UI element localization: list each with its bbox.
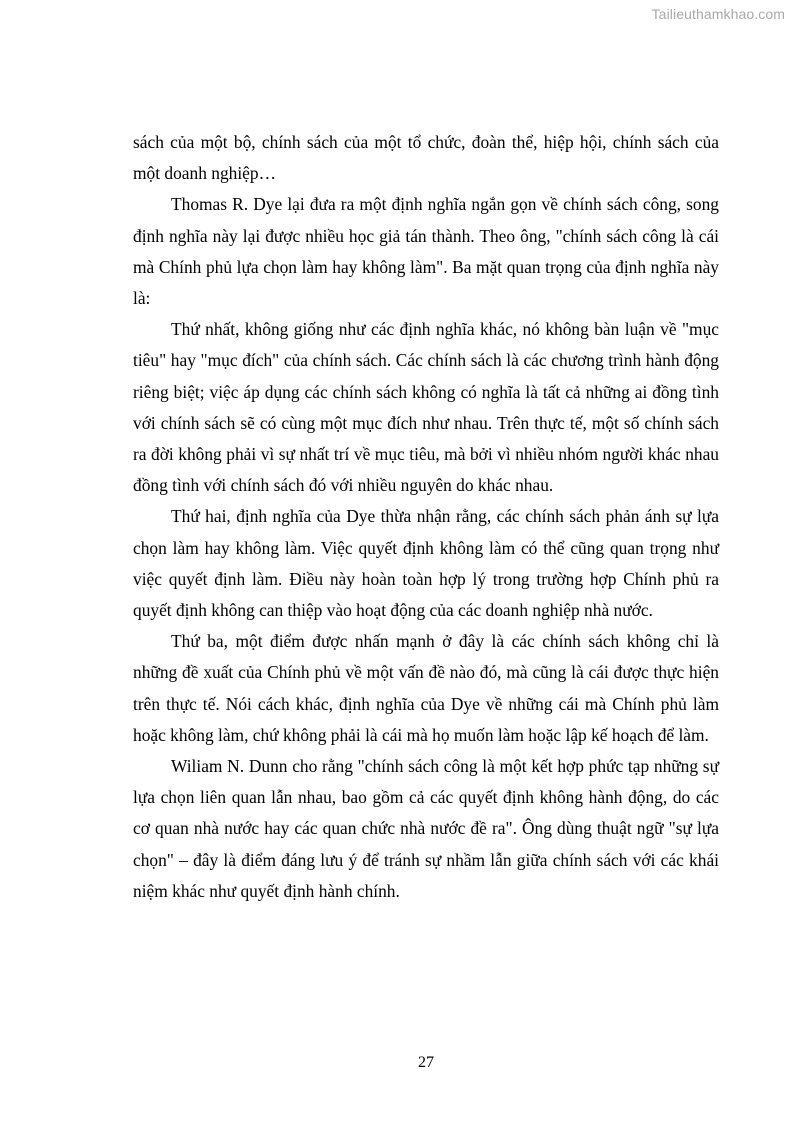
document-body <box>133 127 719 907</box>
paragraph-continuation: sách của một bộ, chính sách của một tổ chức, đoàn thể, hiệp hội, chính sách của một doanh nghiệp… <box>133 132 719 184</box>
page-number: 27 <box>418 1054 434 1071</box>
paragraph-second-point: Thứ hai, định nghĩa của Dye thừa nhận rằng, các chính sách phản ánh sự lựa chọn làm hay không làm. Việc quyết định không làm có thể cũng quan trọng như việc quyết định làm. Điều này hoàn toàn hợp lý trong trường hợp Chính phủ ra quyết định không can thiệp vào hoạt động của các doanh nghiệp nhà nước. <box>133 506 719 621</box>
paragraph-third-point: Thứ ba, một điểm được nhấn mạnh ở đây là các chính sách không chỉ là những đề xuất của Chính phủ về một vấn đề nào đó, mà cũng là cái được thực hiện trên thực tế. Nói cách khác, định nghĩa của Dye về những cái mà Chính phủ làm hoặc không làm, chứ không phải là cái mà họ muốn làm hoặc lập kế hoạch để làm. <box>133 631 719 745</box>
paragraph-dunn-definition: Wiliam N. Dunn cho rằng "chính sách công là một kết hợp phức tạp những sự lựa chọn liên quan lẫn nhau, bao gồm cả các quyết định không hành động, do các cơ quan nhà nước hay các quan chức nhà nước đề ra". Ông dùng thuật ngữ "sự lựa chọn" – đây là điểm đáng lưu ý để tránh sự nhầm lẫn giữa chính sách với các khái niệm khác như quyết định hành chính. <box>133 756 719 901</box>
paragraph-first-point: Thứ nhất, không giống như các định nghĩa khác, nó không bàn luận về "mục tiêu" hay "mục đích" của chính sách. Các chính sách là các chương trình hành động riêng biệt; việc áp dụng các chính sách không có nghĩa là tất cả những ai đồng tình với chính sách sẽ có cùng một mục đích như nhau. Trên thực tế, một số chính sách ra đời không phải vì sự nhất trí về mục tiêu, mà bởi vì nhiều nhóm người khác nhau đồng tình với chính sách đó với nhiều nguyên do khác nhau. <box>133 319 719 496</box>
watermark-text: Tailieuthamkhao.com <box>651 6 785 22</box>
paragraph-dye-definition: Thomas R. Dye lại đưa ra một định nghĩa ngắn gọn về chính sách công, song định nghĩa này lại được nhiều học giả tán thành. Theo ông, "chính sách công là cái mà Chính phủ lựa chọn làm hay không làm". Ba mặt quan trọng của định nghĩa này là: <box>133 194 719 309</box>
